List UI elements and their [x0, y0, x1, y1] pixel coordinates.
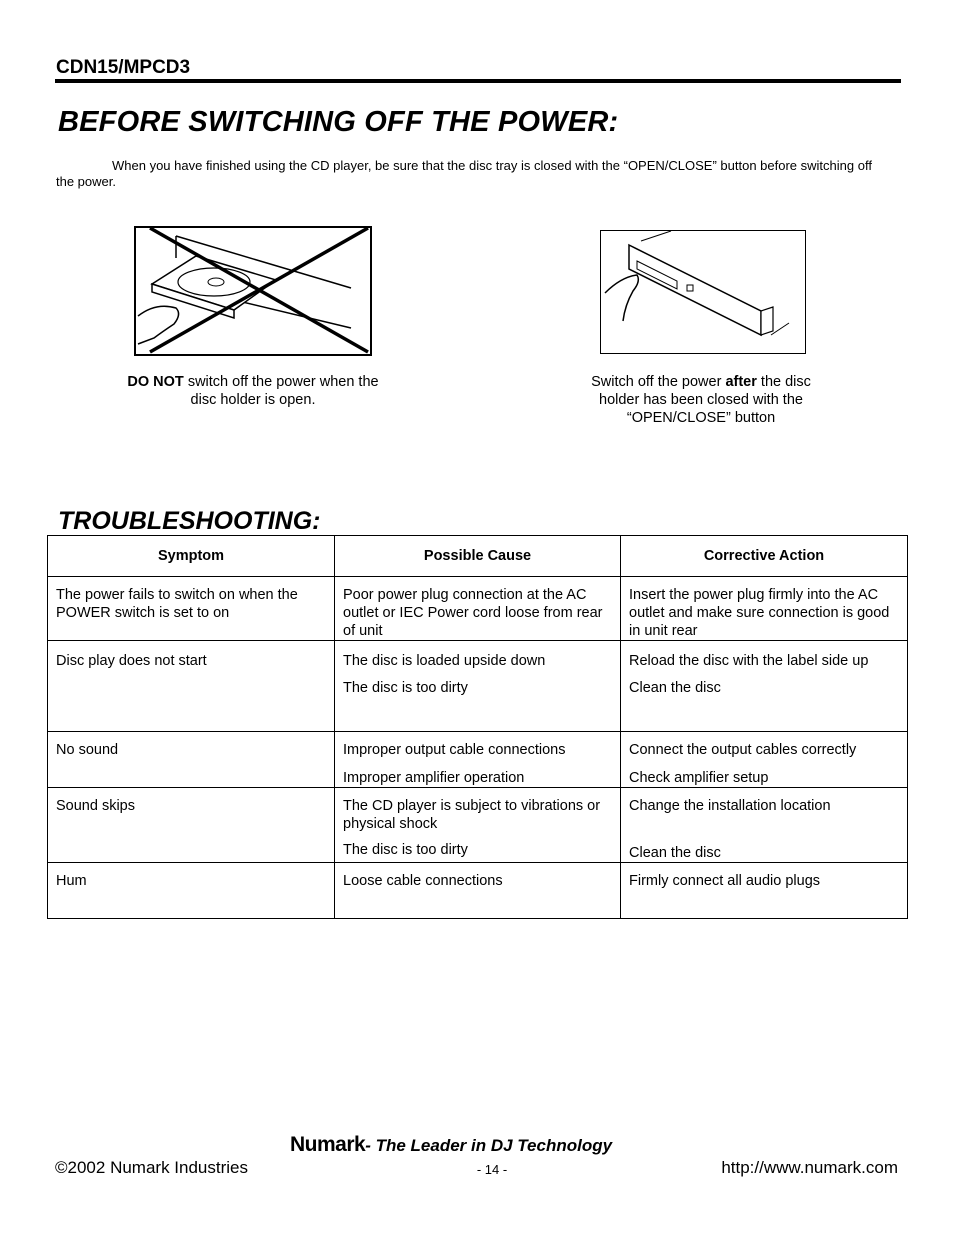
- model-heading: CDN15/MPCD3: [56, 57, 191, 78]
- action-text: Reload the disc with the label side up: [629, 653, 869, 669]
- table-row: [48, 863, 908, 919]
- footer-tagline: - The Leader in DJ Technology: [365, 1136, 613, 1155]
- caption-do-not: [122, 373, 384, 409]
- cause-text: Improper output cable connections: [343, 742, 566, 758]
- symptom-text: Sound skips: [56, 798, 135, 814]
- symptom-cell: [48, 732, 335, 788]
- action-text: Clean the disc: [629, 680, 721, 696]
- symptom-text: No sound: [56, 742, 119, 758]
- page-number: - 14 -: [476, 1162, 508, 1177]
- table-row: [48, 641, 908, 732]
- section-title-power-off: BEFORE SWITCHING OFF THE POWER:: [58, 106, 619, 138]
- closed-tray-illustration: [601, 231, 805, 353]
- caption-do-not-text: switch off the power when the disc holder is open.: [183, 374, 379, 408]
- symptom-cell: [48, 863, 335, 919]
- cause-text: The disc is too dirty: [343, 842, 468, 858]
- numark-logo: Numark: [290, 1133, 366, 1156]
- footer-copyright: ©2002 Numark Industries: [55, 1158, 249, 1177]
- cause-text: The disc is too dirty: [343, 680, 468, 696]
- footer-brand-line: [290, 1133, 612, 1157]
- table-row: [48, 788, 908, 863]
- action-text: Firmly connect all audio plugs: [629, 873, 821, 889]
- footer-url: http://www.numark.com: [721, 1158, 898, 1177]
- column-header-action: Corrective Action: [621, 536, 908, 577]
- symptom-cell: [48, 788, 335, 863]
- caption-after: [570, 373, 832, 427]
- section-title-troubleshooting: TROUBLESHOOTING:: [58, 507, 321, 535]
- cause-text: Loose cable connections: [343, 873, 503, 889]
- column-header-symptom: Symptom: [48, 536, 335, 577]
- action-cell: [621, 641, 908, 732]
- caption-after-pre: Switch off the power: [591, 374, 726, 390]
- cause-cell: [335, 577, 621, 641]
- cause-cell: [335, 732, 621, 788]
- action-text: Clean the disc: [629, 845, 721, 861]
- action-text: Check amplifier setup: [629, 770, 769, 786]
- cause-text: The CD player is subject to vibrations or physical shock: [343, 798, 601, 832]
- symptom-text: The power fails to switch on when the POWER switch is set to on: [56, 587, 298, 621]
- troubleshooting-table: [47, 535, 908, 919]
- cause-cell: [335, 863, 621, 919]
- symptom-text: Disc play does not start: [56, 653, 207, 669]
- table-row: [48, 732, 908, 788]
- symptom-cell: [48, 577, 335, 641]
- caption-do-not-bold: DO NOT: [127, 374, 184, 390]
- cause-text: Poor power plug connection at the AC outlet or IEC Power cord loose from rear of unit: [343, 587, 603, 639]
- action-text: Connect the output cables correctly: [629, 742, 857, 758]
- action-text: Change the installation location: [629, 798, 831, 814]
- symptom-cell: [48, 641, 335, 732]
- cause-cell: [335, 641, 621, 732]
- cause-text: The disc is loaded upside down: [343, 653, 546, 669]
- action-cell: [621, 788, 908, 863]
- caption-after-post: the disc holder has been closed with the “OPEN/CLOSE” button: [599, 374, 811, 426]
- table-row: [48, 577, 908, 641]
- column-header-cause: Possible Cause: [335, 536, 621, 577]
- intro-paragraph: When you have finished using the CD player, be sure that the disc tray is closed with the “OPEN/CLOSE” button before switching off the power.: [56, 158, 872, 189]
- figure-open-tray: [134, 226, 372, 356]
- action-text: Insert the power plug firmly into the AC outlet and make sure connection is good in unit rear: [629, 587, 890, 639]
- table-header-row: [48, 536, 908, 577]
- caption-after-bold: after: [725, 374, 757, 390]
- symptom-text: Hum: [56, 873, 87, 889]
- header-rule: [55, 79, 901, 83]
- cause-text: Improper amplifier operation: [343, 770, 525, 786]
- open-tray-illustration: [136, 228, 370, 354]
- action-cell: [621, 732, 908, 788]
- action-cell: [621, 577, 908, 641]
- cause-cell: [335, 788, 621, 863]
- figure-closed-tray: [600, 230, 806, 354]
- action-cell: [621, 863, 908, 919]
